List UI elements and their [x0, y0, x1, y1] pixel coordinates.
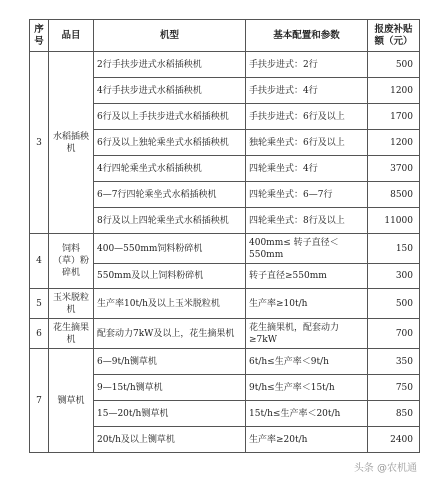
- group-item: 花生摘果机: [49, 319, 94, 349]
- subsidy-cell: 500: [368, 52, 420, 78]
- subsidy-cell: 700: [368, 319, 420, 349]
- config-cell: 花生摘果机，配套动力≥7kW: [246, 319, 368, 349]
- header-config: 基本配置和参数: [246, 20, 368, 52]
- subsidy-cell: 8500: [368, 182, 420, 208]
- model-cell: 6—9t/h铡草机: [94, 349, 246, 375]
- model-cell: 15—20t/h铡草机: [94, 401, 246, 427]
- model-cell: 550mm及以上饲料粉碎机: [94, 264, 246, 289]
- config-cell: 400mm≤ 转子直径＜550mm: [246, 234, 368, 264]
- header-model: 机型: [94, 20, 246, 52]
- group-no: 6: [30, 319, 49, 349]
- table-row: [30, 289, 420, 319]
- config-cell: 四轮乘坐式：6—7行: [246, 182, 368, 208]
- config-cell: 9t/h≤生产率＜15t/h: [246, 375, 368, 401]
- model-cell: 20t/h及以上铡草机: [94, 427, 246, 453]
- group-item: 玉米脱粒机: [49, 289, 94, 319]
- model-cell: 6行及以上手扶步进式水稻插秧机: [94, 104, 246, 130]
- model-cell: 400—550mm饲料粉碎机: [94, 234, 246, 264]
- model-cell: 9—15t/h铡草机: [94, 375, 246, 401]
- table-row: [30, 234, 420, 264]
- model-cell: 6—7行四轮乘坐式水稻插秧机: [94, 182, 246, 208]
- subsidy-cell: 3700: [368, 156, 420, 182]
- subsidy-cell: 11000: [368, 208, 420, 234]
- subsidy-cell: 150: [368, 234, 420, 264]
- group-no: 7: [30, 349, 49, 453]
- model-cell: 配套动力7kW及以上，花生摘果机: [94, 319, 246, 349]
- config-cell: 手扶步进式：6行及以上: [246, 104, 368, 130]
- header-no: 序号: [30, 20, 49, 52]
- group-no: 3: [30, 52, 49, 234]
- group-no: 5: [30, 289, 49, 319]
- config-cell: 生产率≥20t/h: [246, 427, 368, 453]
- model-cell: 8行及以上四轮乘坐式水稻插秧机: [94, 208, 246, 234]
- group-item: 铡草机: [49, 349, 94, 453]
- subsidy-cell: 850: [368, 401, 420, 427]
- subsidy-cell: 1700: [368, 104, 420, 130]
- model-cell: 4行手扶步进式水稻插秧机: [94, 78, 246, 104]
- model-cell: 6行及以上独轮乘坐式水稻插秧机: [94, 130, 246, 156]
- watermark: [354, 459, 417, 474]
- table-row: [30, 52, 420, 78]
- header-subsidy: 报废补贴额（元）: [368, 20, 420, 52]
- subsidy-cell: 300: [368, 264, 420, 289]
- model-cell: 4行四轮乘坐式水稻插秧机: [94, 156, 246, 182]
- config-cell: 四轮乘坐式：8行及以上: [246, 208, 368, 234]
- subsidy-cell: 1200: [368, 130, 420, 156]
- subsidy-cell: 500: [368, 289, 420, 319]
- config-cell: 生产率≥10t/h: [246, 289, 368, 319]
- subsidy-cell: 1200: [368, 78, 420, 104]
- watermark-text: 头条 @农机通: [353, 463, 417, 474]
- subsidy-table: [29, 19, 420, 453]
- model-cell: 2行手扶步进式水稻插秧机: [94, 52, 246, 78]
- group-no: 4: [30, 234, 49, 289]
- config-cell: 四轮乘坐式：4行: [246, 156, 368, 182]
- group-item: 饲料（草）粉碎机: [49, 234, 94, 289]
- header-item: 品目: [49, 20, 94, 52]
- config-cell: 独轮乘坐式：6行及以上: [246, 130, 368, 156]
- subsidy-cell: 2400: [368, 427, 420, 453]
- table-row: [30, 349, 420, 375]
- subsidy-cell: 750: [368, 375, 420, 401]
- config-cell: 15t/h≤生产率＜20t/h: [246, 401, 368, 427]
- group-item: 水稻插秧机: [49, 52, 94, 234]
- model-cell: 生产率10t/h及以上玉米脱粒机: [94, 289, 246, 319]
- table-header-row: [30, 20, 420, 52]
- table-row: [30, 319, 420, 349]
- config-cell: 手扶步进式：4行: [246, 78, 368, 104]
- config-cell: 转子直径≥550mm: [246, 264, 368, 289]
- config-cell: 6t/h≤生产率＜9t/h: [246, 349, 368, 375]
- config-cell: 手扶步进式：2行: [246, 52, 368, 78]
- subsidy-cell: 350: [368, 349, 420, 375]
